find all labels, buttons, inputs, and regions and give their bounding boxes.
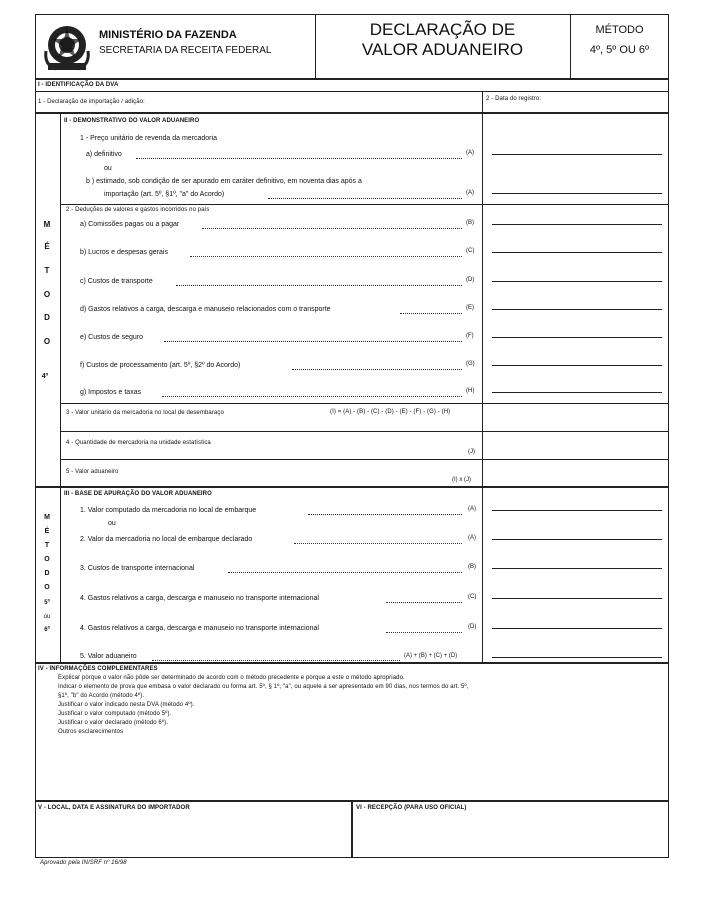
computed-value-label: 1. Valor computado da mercadoria no local de embarque <box>80 507 257 514</box>
intl-handling-line-1[interactable] <box>492 598 662 599</box>
info-line-5: Justificar o valor computado (método 5º). <box>58 711 172 717</box>
total-customs-value-formula: (A) + (B) + (C) + (D) <box>404 653 458 659</box>
row-taxes-leader <box>162 396 462 397</box>
intl-handling-code-1: (C) <box>468 594 477 600</box>
row-transport-leader <box>176 285 462 286</box>
section2-heading: II - DEMONSTRATIVO DO VALOR ADUANEIRO <box>64 118 200 124</box>
form-title-line1: DECLARAÇÃO DE <box>369 20 516 39</box>
declared-value-label: 2. Valor da mercadoria no local de embarque declarado <box>80 536 253 543</box>
row-commissions-code: (B) <box>466 220 474 226</box>
row-taxes: g) Impostos e taxas <box>80 389 142 396</box>
or-label-1: ou <box>104 165 112 172</box>
section3-heading: III - BASE DE APURAÇÃO DO VALOR ADUANEIRO <box>64 491 212 497</box>
intl-transport-code: (B) <box>468 564 476 570</box>
intl-handling-label-1: 4. Gastos relativos a carga, descarga e manuseio no transporte internacional <box>80 595 319 602</box>
row-insurance-code: (F) <box>466 333 474 339</box>
section1-divider <box>482 91 483 113</box>
approval-footer: Aprovado pela IN/SRF nº 16/98 <box>40 860 127 866</box>
row-transport-value[interactable] <box>492 281 662 282</box>
intl-transport-label: 3. Custos de transporte internacional <box>80 565 195 572</box>
row-commissions-leader <box>202 228 462 229</box>
method56-letter-2: É <box>44 528 50 535</box>
section-identification <box>35 79 669 113</box>
row-processing: f) Custos de processamento (art. 5º, §2º do Acordo) <box>80 362 241 369</box>
info-line-1: Explicar porque o valor não pôde ser determinado de acordo com o método precedente e porque a este o método apropriado. <box>58 675 405 681</box>
intl-handling-label-2: 4. Gastos relativos a carga, descarga e manuseio no transporte internacional <box>80 625 319 632</box>
method56-letter-8: ou <box>43 614 51 620</box>
unit-value-label: 3 - Valor unitário da mercadoria no local de desembaraço <box>66 410 224 416</box>
intl-handling-leader-2 <box>386 632 462 633</box>
section3-value-divider <box>482 487 483 663</box>
form-title-line2: VALOR ADUANEIRO <box>361 40 524 59</box>
section3-side-divider <box>60 487 61 663</box>
row-insurance-leader <box>164 341 462 342</box>
method56-letter-9: 6º <box>44 627 50 633</box>
info-line-3: §1º, "b" do Acordo (método 4º). <box>58 693 145 699</box>
method56-letter-1: M <box>44 514 50 521</box>
definitive-value-line[interactable] <box>492 154 662 155</box>
method56-letter-3: T <box>44 542 50 549</box>
deductions-label: 2 - Deduções de valores e gastos incorridos no país <box>66 207 210 213</box>
row-profits-leader <box>190 256 462 257</box>
method-label: MÉTODO <box>595 24 644 36</box>
secretariat-name: SECRETARIA DA RECEITA FEDERAL <box>99 45 272 56</box>
item2-separator <box>60 204 669 205</box>
computed-value-leader <box>308 514 462 515</box>
section5-heading: V - LOCAL, DATA E ASSINATURA DO IMPORTADOR <box>38 805 190 811</box>
row-transport-code: (D) <box>466 277 475 283</box>
info-line-6: Justificar o valor declarado (método 6º). <box>58 720 169 726</box>
declared-value-code: (A) <box>468 535 476 541</box>
definitive-leader <box>136 158 462 159</box>
info-line-2: Indicar o elemento de prova que embasa o valor declarado ou forma art. 5º, § 1º, "a", ou aquele a ser apresentado em 90 dias, nos termos do art. 5º, <box>58 684 469 690</box>
method4-letter-5: D <box>44 313 50 322</box>
intl-transport-leader <box>228 572 462 573</box>
row-profits-value[interactable] <box>492 252 662 253</box>
row-processing-leader <box>292 369 462 370</box>
method4-letter-1: M <box>43 220 51 229</box>
quantity-label: 4 - Quantidade de mercadoria na unidade estatística <box>66 440 211 446</box>
total-customs-value-leader <box>152 660 400 661</box>
coat-of-arms-icon <box>42 21 92 73</box>
row-insurance-value[interactable] <box>492 337 662 338</box>
declared-value-line[interactable] <box>492 539 662 540</box>
or-label-2: ou <box>108 520 116 527</box>
intl-handling-code-2: (D) <box>468 624 477 630</box>
method-value: 4º, 5º OU 6º <box>589 44 650 56</box>
method4-letter-6: O <box>43 337 51 346</box>
row-taxes-value[interactable] <box>492 392 662 393</box>
intl-transport-line[interactable] <box>492 568 662 569</box>
definitive-code: (A) <box>466 150 474 156</box>
total-customs-value-line[interactable] <box>492 657 662 658</box>
quantity-code: (J) <box>468 449 475 455</box>
definitive-label: a) definitivo <box>86 151 122 158</box>
intl-handling-line-2[interactable] <box>492 628 662 629</box>
item5-separator <box>60 459 669 460</box>
estimated-label-line1: b ) estimado, sob condição de ser apurado em caráter definitivo, em noventa dias após a <box>86 178 362 185</box>
total-customs-value-label: 5. Valor aduaneiro <box>80 653 137 660</box>
method4-letter-4: O <box>43 290 51 299</box>
intl-handling-leader-1 <box>386 602 462 603</box>
item4-separator <box>60 431 669 432</box>
row-commissions-value[interactable] <box>492 224 662 225</box>
row-commissions: a) Comissões pagas ou a pagar <box>80 221 180 228</box>
row-processing-code: (G) <box>466 361 475 367</box>
customs-value-code: (I) x (J) <box>452 477 471 483</box>
section4-heading: IV - INFORMAÇÕES COMPLEMENTARES <box>38 666 158 672</box>
section1-subline <box>35 91 669 92</box>
row-handling-leader <box>400 313 462 314</box>
method56-letter-4: O <box>44 556 50 563</box>
resale-price-label: 1 - Preço unitário de revenda da mercadoria <box>80 135 217 142</box>
row-transport: c) Custos de transporte <box>80 278 153 285</box>
ministry-name: MINISTÉRIO DA FAZENDA <box>99 29 237 41</box>
customs-value-label: 5 - Valor aduaneiro <box>66 469 119 475</box>
row-profits-code: (C) <box>466 248 475 254</box>
row-handling-code: (E) <box>466 305 474 311</box>
estimated-code: (A) <box>466 190 474 196</box>
row-handling-value[interactable] <box>492 309 662 310</box>
row-handling: d) Gastos relativos a carga, descarga e manuseio relacionados com o transporte <box>80 306 331 313</box>
item3-separator <box>60 403 669 404</box>
method56-letter-6: O <box>44 584 50 591</box>
info-line-7: Outros esclarecimentos <box>58 729 124 735</box>
estimated-label-line2: importação (art. 5º, §1º, "a" do Acordo) <box>104 191 225 198</box>
row-insurance: e) Custos de seguro <box>80 334 144 341</box>
computed-value-line[interactable] <box>492 510 662 511</box>
declared-value-leader <box>294 543 462 544</box>
method56-letter-5: D <box>44 570 50 577</box>
computed-value-code: (A) <box>468 506 476 512</box>
method56-letter-7: 5º <box>44 600 50 606</box>
registration-date-field[interactable]: 2 - Data do registro: <box>486 96 542 102</box>
section6-heading: VI - RECEPÇÃO (PARA USO OFICIAL) <box>356 805 467 811</box>
method4-letter-7: 4º <box>41 373 49 380</box>
row-processing-value[interactable] <box>492 365 662 366</box>
section1-heading: I - IDENTIFICAÇÃO DA DVA <box>38 82 119 88</box>
import-declaration-field[interactable]: 1 - Declaração de importação / adição: <box>38 99 145 105</box>
unit-value-formula: (I) = (A) - (B) - (C) - (D) - (E) - (F) - (G) - (H) <box>330 409 451 415</box>
row-taxes-code: (H) <box>466 388 475 394</box>
method4-letter-3: T <box>44 266 50 275</box>
estimated-leader <box>268 198 462 199</box>
estimated-value-line[interactable] <box>492 193 662 194</box>
row-profits: b) Lucros e despesas gerais <box>80 249 168 256</box>
info-line-4: Justificar o valor indicado nesta DVA (método 4º). <box>58 702 195 708</box>
method4-letter-2: É <box>44 242 50 251</box>
